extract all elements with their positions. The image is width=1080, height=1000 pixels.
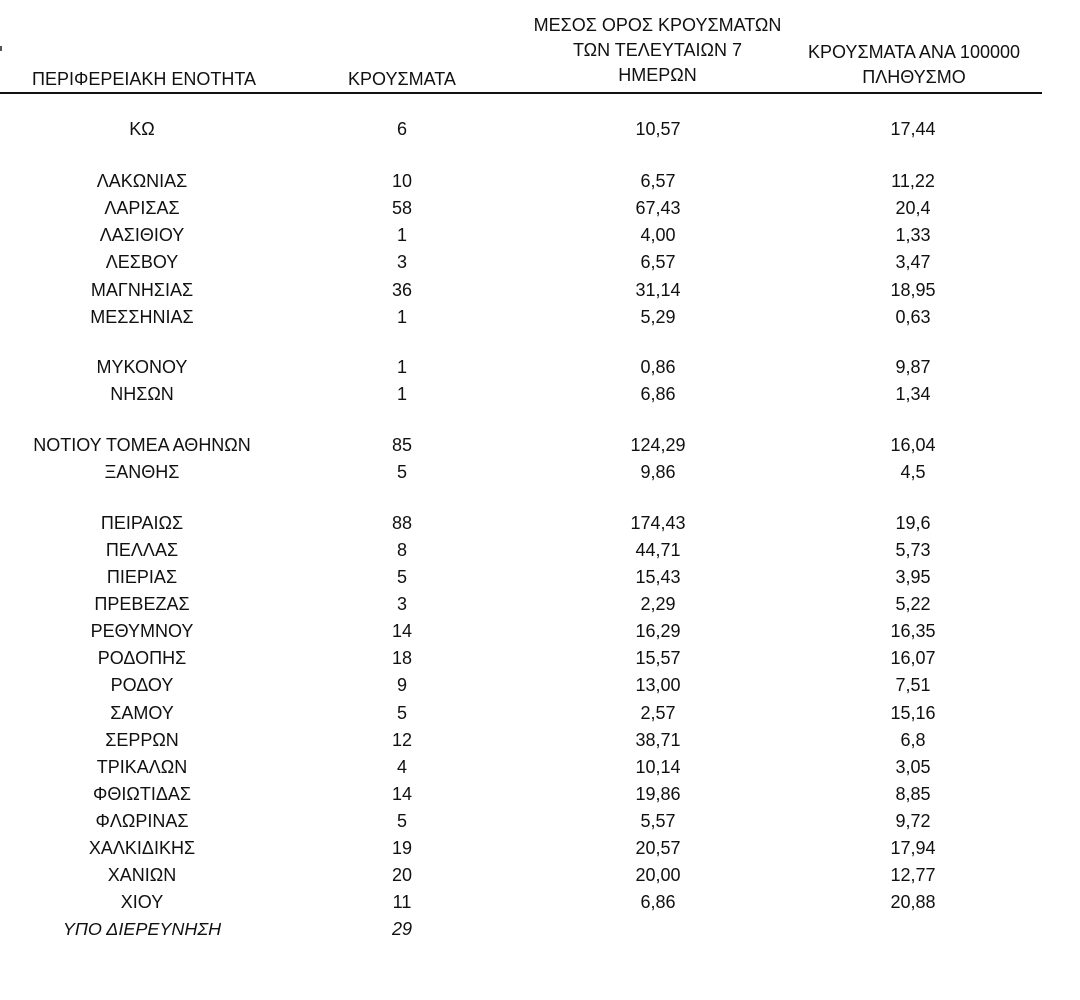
region-cell: ΦΘΙΩΤΙΔΑΣ [93, 784, 191, 804]
per100k-cell: 6,8 [900, 730, 926, 750]
per100k-cell: 1,33 [895, 225, 931, 245]
avg7-cell: 6,86 [640, 892, 676, 912]
region-cell: ΝΗΣΩΝ [110, 384, 174, 404]
per100k-cell: 20,88 [890, 892, 936, 912]
avg7-cell: 10,57 [635, 119, 681, 139]
per100k-cell: 5,73 [895, 540, 931, 560]
cases-cell: 10 [391, 171, 413, 191]
per100k-cell: 9,87 [895, 357, 931, 377]
region-cell: ΞΑΝΘΗΣ [104, 462, 180, 482]
under-investigation-cases: 29 [391, 919, 413, 939]
table-row [0, 537, 1080, 563]
cases-cell: 1 [396, 357, 407, 377]
region-cell: ΧΑΛΚΙΔΙΚΗΣ [88, 838, 196, 858]
table-row [0, 510, 1080, 536]
header-region-unit: ΠΕΡΙΦΕΡΕΙΑΚΗ ΕΝΟΤΗΤΑ [31, 69, 257, 89]
cases-cell: 1 [396, 225, 407, 245]
header-cases-per-100k [778, 40, 1050, 90]
table-row [0, 727, 1080, 753]
region-cell: ΛΕΣΒΟΥ [105, 252, 179, 272]
cases-cell: 5 [396, 811, 407, 831]
cases-cell: 19 [391, 838, 413, 858]
region-cell: ΚΩ [129, 119, 155, 139]
cases-cell: 36 [391, 280, 413, 300]
table-row [0, 862, 1080, 888]
per100k-cell: 0,63 [895, 307, 931, 327]
edge-mark [0, 46, 2, 51]
avg7-cell: 2,29 [640, 594, 676, 614]
table-row [0, 304, 1080, 330]
header-avg-line3: ΗΜΕΡΩΝ [618, 65, 697, 85]
table-row [0, 277, 1080, 303]
cases-cell: 6 [396, 119, 407, 139]
region-cell: ΠΕΛΛΑΣ [105, 540, 179, 560]
table-row [0, 754, 1080, 780]
cases-cell: 5 [396, 703, 407, 723]
region-cell: ΛΑΣΙΘΙΟΥ [99, 225, 185, 245]
cases-cell: 5 [396, 462, 407, 482]
table-row [0, 459, 1080, 485]
region-cell: ΜΕΣΣΗΝΙΑΣ [90, 307, 194, 327]
region-cell: ΣΕΡΡΩΝ [105, 730, 179, 750]
region-cell: ΠΙΕΡΙΑΣ [106, 567, 178, 587]
table-row [0, 249, 1080, 275]
avg7-cell: 9,86 [640, 462, 676, 482]
table-row [0, 781, 1080, 807]
table-row [0, 381, 1080, 407]
avg7-cell: 15,57 [635, 648, 681, 668]
cases-cell: 85 [391, 435, 413, 455]
header-per100k-line2: ΠΛΗΘΥΣΜΟ [862, 67, 966, 87]
per100k-cell: 12,77 [890, 865, 936, 885]
region-cell: ΧΑΝΙΩΝ [107, 865, 177, 885]
per100k-cell: 19,6 [895, 513, 931, 533]
per100k-cell: 18,95 [890, 280, 936, 300]
table-row [0, 591, 1080, 617]
table-row [0, 672, 1080, 698]
header-avg-7-days [505, 13, 810, 88]
cases-cell: 5 [396, 567, 407, 587]
avg7-cell: 6,57 [640, 171, 676, 191]
per100k-cell: 11,22 [891, 171, 935, 191]
table-row [0, 354, 1080, 380]
header-avg-line1: ΜΕΣΟΣ ΟΡΟΣ ΚΡΟΥΣΜΑΤΩΝ [533, 15, 782, 35]
region-cell: ΝΟΤΙΟΥ ΤΟΜΕΑ ΑΘΗΝΩΝ [33, 435, 251, 455]
avg7-cell: 15,43 [635, 567, 681, 587]
header-cases: ΚΡΟΥΣΜΑΤΑ [348, 69, 456, 89]
per100k-cell: 17,94 [890, 838, 936, 858]
avg7-cell: 6,86 [640, 384, 676, 404]
per100k-cell: 17,44 [890, 119, 936, 139]
avg7-cell: 10,14 [635, 757, 681, 777]
cases-cell: 58 [391, 198, 413, 218]
region-cell: ΠΡΕΒΕΖΑΣ [94, 594, 190, 614]
table-row [0, 808, 1080, 834]
per100k-cell: 5,22 [895, 594, 931, 614]
table-row [0, 645, 1080, 671]
per100k-cell: 16,07 [890, 648, 936, 668]
cases-cell: 11 [392, 892, 412, 912]
under-investigation-row [0, 916, 1080, 942]
table-row [0, 618, 1080, 644]
avg7-cell: 6,57 [640, 252, 676, 272]
region-cell: ΡΟΔΟΥ [110, 675, 174, 695]
avg7-cell: 5,57 [640, 811, 676, 831]
under-investigation-label: ΥΠΟ ΔΙΕΡΕΥΝΗΣΗ [62, 919, 222, 939]
per100k-cell: 16,35 [890, 621, 936, 641]
per100k-cell: 9,72 [895, 811, 931, 831]
avg7-cell: 4,00 [640, 225, 676, 245]
per100k-cell: 4,5 [900, 462, 926, 482]
region-cell: ΛΑΚΩΝΙΑΣ [96, 171, 188, 191]
per100k-cell: 3,05 [895, 757, 931, 777]
header-per100k-line1: ΚΡΟΥΣΜΑΤΑ ΑΝΑ 100000 [808, 42, 1020, 62]
cases-cell: 4 [396, 757, 407, 777]
cases-cell: 14 [391, 621, 413, 641]
per100k-cell: 16,04 [890, 435, 936, 455]
cases-cell: 1 [396, 307, 407, 327]
table-row [0, 168, 1080, 194]
table-row [0, 700, 1080, 726]
cases-cell: 12 [391, 730, 413, 750]
per100k-cell: 8,85 [895, 784, 931, 804]
avg7-cell: 67,43 [635, 198, 681, 218]
avg7-cell: 44,71 [635, 540, 681, 560]
table-row [0, 432, 1080, 458]
per100k-cell: 3,95 [895, 567, 931, 587]
avg7-cell: 13,00 [635, 675, 681, 695]
region-cell: ΤΡΙΚΑΛΩΝ [96, 757, 188, 777]
table-row [0, 889, 1080, 915]
avg7-cell: 31,14 [635, 280, 681, 300]
cases-cell: 18 [391, 648, 413, 668]
table-row [0, 222, 1080, 248]
cases-cell: 14 [391, 784, 413, 804]
region-cell: ΠΕΙΡΑΙΩΣ [100, 513, 184, 533]
avg7-cell: 2,57 [640, 703, 676, 723]
region-cell: ΡΟΔΟΠΗΣ [97, 648, 187, 668]
table-row [0, 835, 1080, 861]
per100k-cell: 15,16 [890, 703, 936, 723]
avg7-cell: 38,71 [635, 730, 681, 750]
table-row [0, 564, 1080, 590]
cases-cell: 8 [396, 540, 407, 560]
cases-cell: 3 [396, 252, 407, 272]
cases-cell: 20 [391, 865, 413, 885]
per100k-cell: 7,51 [895, 675, 931, 695]
avg7-cell: 20,00 [635, 865, 681, 885]
avg7-cell: 19,86 [635, 784, 681, 804]
header-underline [0, 92, 1042, 94]
region-cell: ΧΙΟΥ [120, 892, 164, 912]
table-row [0, 116, 1080, 142]
header-avg-line2: ΤΩΝ ΤΕΛΕΥΤΑΙΩΝ 7 [573, 40, 742, 60]
region-cell: ΦΛΩΡΙΝΑΣ [95, 811, 189, 831]
avg7-cell: 124,29 [630, 435, 686, 455]
region-cell: ΡΕΘΥΜΝΟΥ [90, 621, 194, 641]
region-cell: ΛΑΡΙΣΑΣ [104, 198, 180, 218]
per100k-cell: 20,4 [895, 198, 931, 218]
region-cell: ΜΑΓΝΗΣΙΑΣ [90, 280, 194, 300]
per100k-cell: 1,34 [895, 384, 931, 404]
region-cell: ΜΥΚΟΝΟΥ [96, 357, 188, 377]
avg7-cell: 16,29 [635, 621, 681, 641]
avg7-cell: 5,29 [640, 307, 676, 327]
cases-cell: 88 [391, 513, 413, 533]
avg7-cell: 174,43 [630, 513, 686, 533]
cases-cell: 1 [396, 384, 407, 404]
avg7-cell: 20,57 [635, 838, 681, 858]
avg7-cell: 0,86 [640, 357, 676, 377]
cases-cell: 3 [396, 594, 407, 614]
table-row [0, 195, 1080, 221]
region-cell: ΣΑΜΟΥ [110, 703, 174, 723]
cases-cell: 9 [396, 675, 407, 695]
per100k-cell: 3,47 [895, 252, 931, 272]
